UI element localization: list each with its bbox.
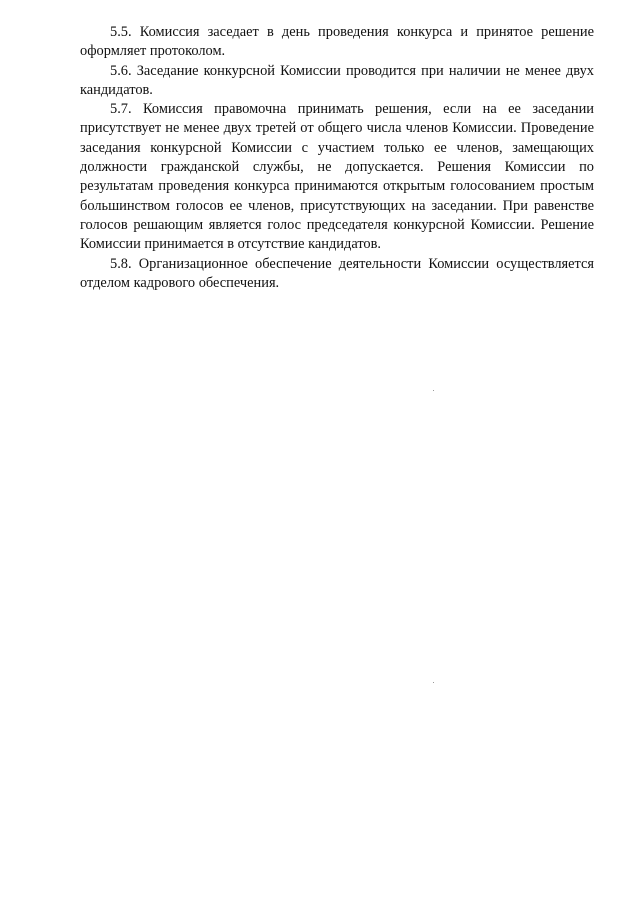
document-page	[80, 23, 594, 293]
paragraph-5-5	[80, 23, 594, 62]
paragraph-5-6	[80, 62, 594, 101]
paragraph-5-7	[80, 100, 594, 254]
paragraph-text: Заседание конкурсной Комиссии проводится при наличии не менее двух кандидатов.	[80, 62, 594, 98]
paragraph-5-8	[80, 255, 594, 294]
scan-speck	[433, 390, 434, 391]
scan-speck	[433, 682, 434, 683]
paragraph-text: Организационное обеспечение деятельности Комиссии осуществляется отделом кадрового обеспечения.	[80, 255, 594, 291]
paragraph-number: 5.5.	[110, 24, 132, 40]
paragraph-number: 5.7.	[110, 101, 132, 118]
paragraph-number: 5.6.	[110, 62, 132, 79]
paragraph-text: Комиссия заседает в день проведения конкурса и принятое решение оформляет протоколом.	[80, 24, 594, 60]
paragraph-text: Комиссия правомочна принимать решения, если на ее заседании присутствует не менее двух третей от общего числа членов Комиссии. Проведение заседания конкурсной Комиссии с участием только ее членов, замещающих должности гражданской службы, не допускается. Решения Комиссии по результатам проведения конкурса принимаются открытым голосованием простым большинством голосов ее членов, присутствующих на заседании. При равенстве голосов решающим является голос председателя конкурсной Комиссии. Решение Комиссии принимается в отсутствие кандидатов.	[80, 101, 594, 253]
paragraph-number: 5.8.	[110, 255, 132, 272]
